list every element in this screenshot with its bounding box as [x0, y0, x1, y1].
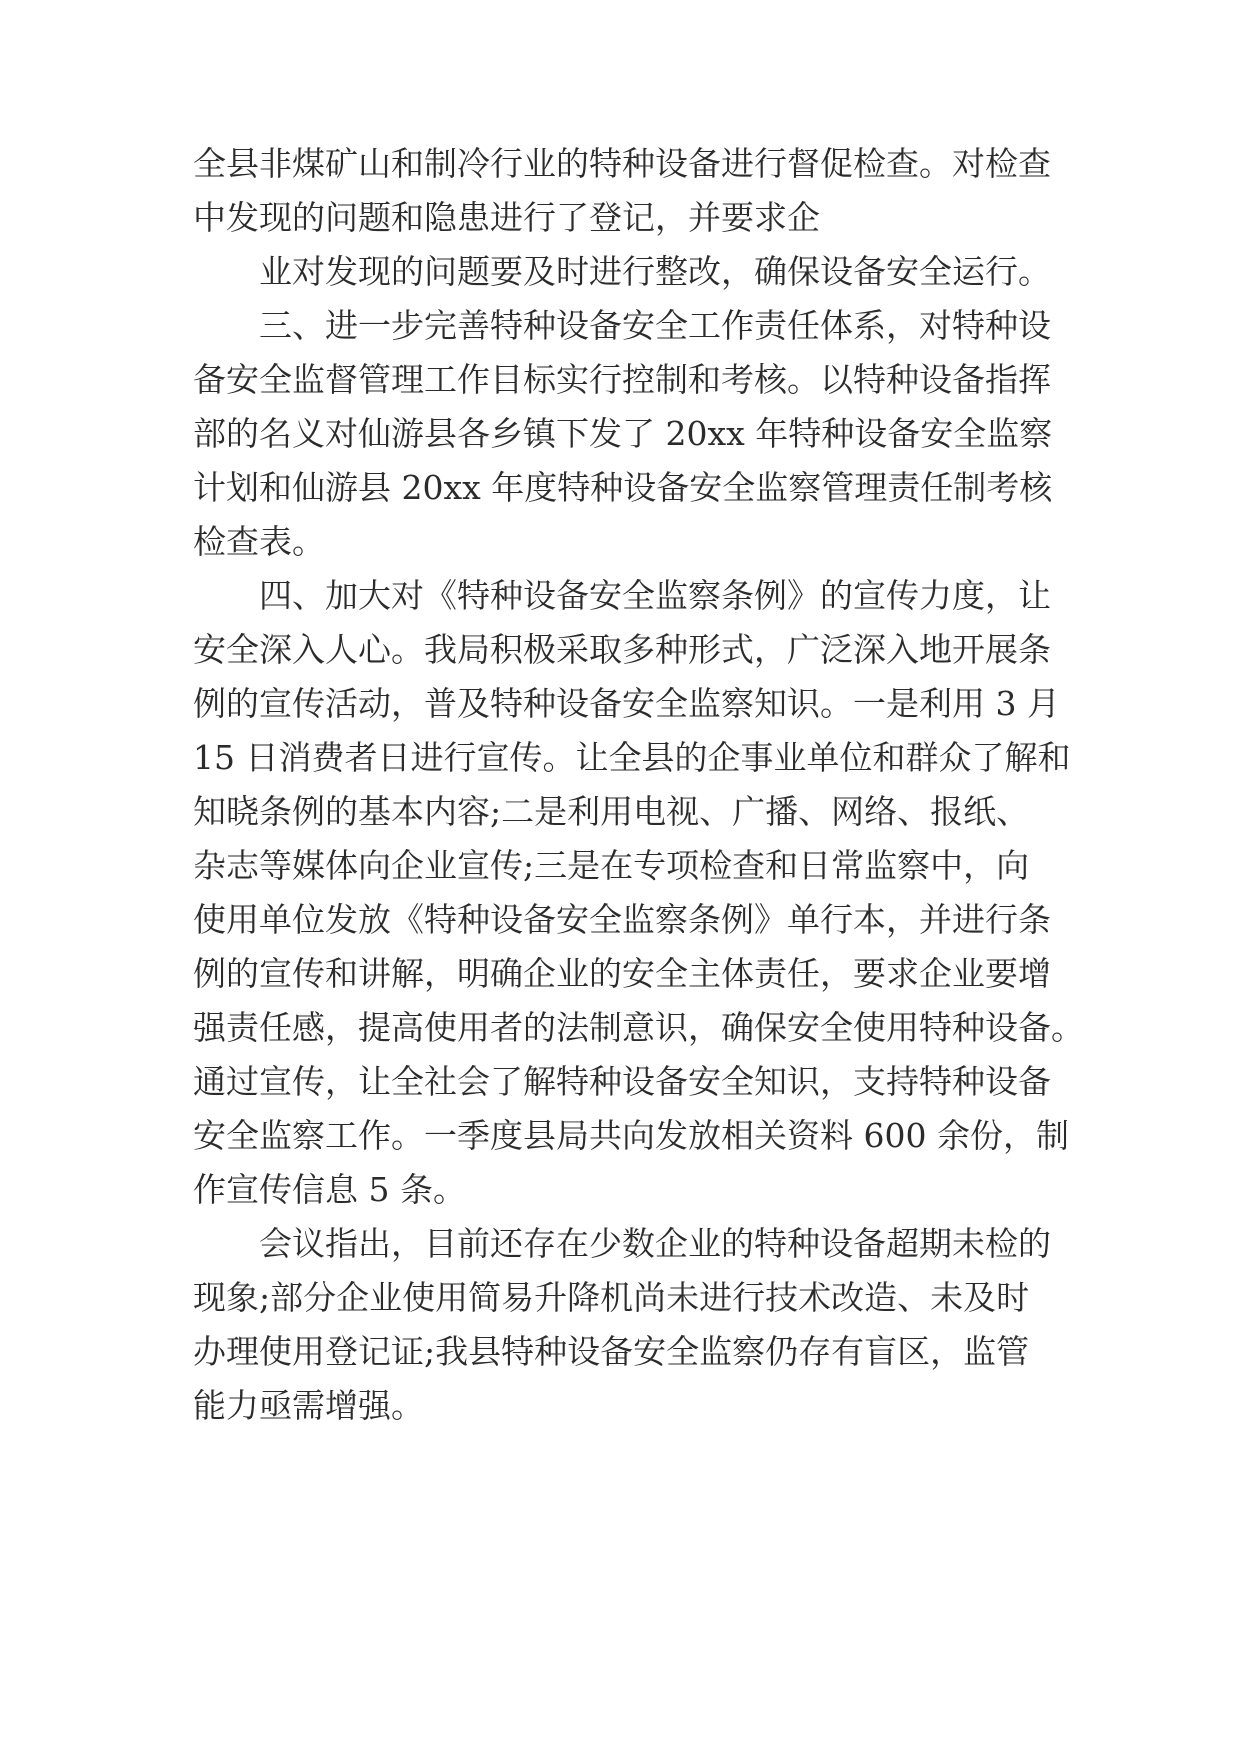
text-line-7: 计划和仙游县 20xx 年度特种设备安全监察管理责任制考核: [193, 468, 1053, 507]
text-line-5: 备安全监督管理工作目标实行控制和考核。以特种设备指挥: [193, 360, 1051, 399]
text-line-6: 部的名义对仙游县各乡镇下发了 20xx 年特种设备安全监察: [193, 414, 1053, 453]
text-line-2: 中发现的问题和隐患进行了登记，并要求企: [193, 198, 820, 237]
text-line-11: 例的宣传活动，普及特种设备安全监察知识。一是利用 3 月: [193, 684, 1060, 723]
text-line-4: 三、进一步完善特种设备安全工作责任体系，对特种设: [259, 306, 1051, 345]
text-line-23: 办理使用登记证;我县特种设备安全监察仍存有盲区，监管: [193, 1332, 1030, 1371]
text-line-9: 四、加大对《特种设备安全监察条例》的宣传力度，让: [259, 576, 1051, 615]
text-line-19: 安全监察工作。一季度县局共向发放相关资料 600 余份，制: [193, 1116, 1069, 1155]
text-line-10: 安全深入人心。我局积极采取多种形式，广泛深入地开展条: [193, 630, 1051, 669]
text-line-8: 检查表。: [193, 522, 325, 561]
text-line-21: 会议指出，目前还存在少数企业的特种设备超期未检的: [259, 1224, 1051, 1263]
text-line-22: 现象;部分企业使用简易升降机尚未进行技术改造、未及时: [193, 1278, 1030, 1317]
text-line-24: 能力亟需增强。: [193, 1386, 424, 1425]
text-line-14: 杂志等媒体向企业宣传;三是在专项检查和日常监察中，向: [193, 846, 1030, 885]
text-line-15: 使用单位发放《特种设备安全监察条例》单行本，并进行条: [193, 900, 1051, 939]
text-line-12: 15 日消费者日进行宣传。让全县的企事业单位和群众了解和: [193, 738, 1071, 777]
text-line-20: 作宣传信息 5 条。: [193, 1170, 466, 1209]
text-line-3: 业对发现的问题要及时进行整改，确保设备安全运行。: [259, 252, 1051, 291]
text-line-17: 强责任感，提高使用者的法制意识，确保安全使用特种设备。: [193, 1008, 1084, 1047]
text-line-16: 例的宣传和讲解，明确企业的安全主体责任，要求企业要增: [193, 954, 1051, 993]
text-line-1: 全县非煤矿山和制冷行业的特种设备进行督促检查。对检查: [193, 144, 1051, 183]
text-line-13: 知晓条例的基本内容;二是利用电视、广播、网络、报纸、: [193, 792, 1030, 831]
text-line-18: 通过宣传，让全社会了解特种设备安全知识，支持特种设备: [193, 1062, 1051, 1101]
